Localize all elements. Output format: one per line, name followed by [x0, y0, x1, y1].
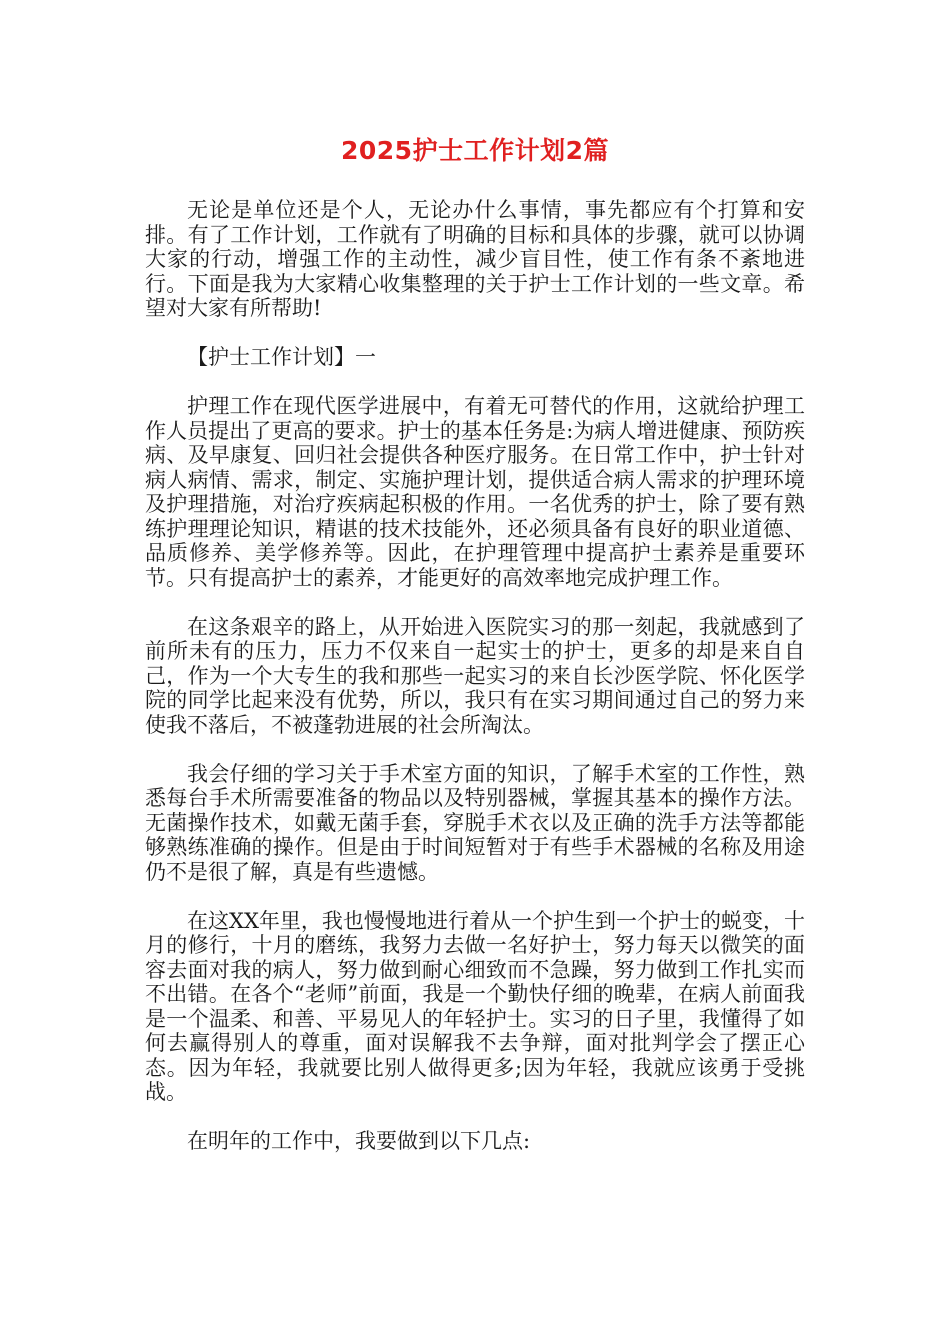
section-heading: 【护士工作计划】一 — [187, 345, 376, 369]
body-paragraph: 在这条艰辛的路上，从开始进入医院实习的那一刻起，我就感到了前所未有的压力，压力不仅来自一起实士的护士，更多的却是来自自己，作为一个大专生的我和那些一起实习的来自长沙医学院、怀化医学院的同学比起来没有优势，所以，我只有在实习期间通过自己的努力来使我不落后，不被蓬勃进展的社会所淘汰。 — [145, 614, 805, 737]
document-title: 2025护士工作计划2篇 — [341, 136, 609, 165]
body-paragraph: 护理工作在现代医学进展中，有着无可替代的作用，这就给护理工作人员提出了更高的要求。护士的基本任务是:为病人增进健康、预防疾病、及早康复、回归社会提供各种医疗服务。在日常工作中，护士针对病人病情、需求，制定、实施护理计划，提供适合病人需求的护理环境及护理措施，对治疗疾病起积极的作用。一名优秀的护士，除了要有熟练护理理论知识，精谌的技术技能外，还必须具备有良好的职业道德、品质修养、美学修养等。因此，在护理管理中提高护士素养是重要环节。只有提高护士的素养，才能更好的高效率地完成护理工作。 — [145, 394, 805, 590]
body-paragraph: 在这XX年里，我也慢慢地进行着从一个护生到一个护士的蜕变，十月的修行，十月的磨练，我努力去做一名好护士，努力每天以微笑的面容去面对我的病人，努力做到耐心细致而不急躁，努力做到工作扎实而不出错。在各个“老师”前面，我是一个勤快仔细的晚辈，在病人前面我是一个温柔、和善、平易见人的年轻护士。实习的日子里，我懂得了如何去赢得别人的尊重，面对误解我不去争辩，面对批判学会了摆正心态。因为年轻，我就要比别人做得更多;因为年轻，我就应该勇于受挑战。 — [145, 908, 805, 1104]
body-paragraph: 我会仔细的学习关于手术室方面的知识，了解手术室的工作性，熟悉每台手术所需要准备的物品以及特别器械，掌握其基本的操作方法。无菌操作技术，如戴无菌手套，穿脱手术衣以及正确的洗手方法等都能够熟练准确的操作。但是由于时间短暂对于有些手术器械的名称及用途仍不是很了解，真是有些遗憾。 — [145, 761, 805, 884]
document-body — [145, 198, 805, 1178]
body-paragraph: 在明年的工作中，我要做到以下几点: — [187, 1129, 531, 1153]
intro-paragraph: 无论是单位还是个人，无论办什么事情，事先都应有个打算和安排。有了工作计划，工作就有了明确的目标和具体的步骤，就可以协调大家的行动，增强工作的主动性，减少盲目性，使工作有条不紊地进行。下面是我为大家精心收集整理的关于护士工作计划的一些文章。希望对大家有所帮助! — [145, 198, 805, 320]
